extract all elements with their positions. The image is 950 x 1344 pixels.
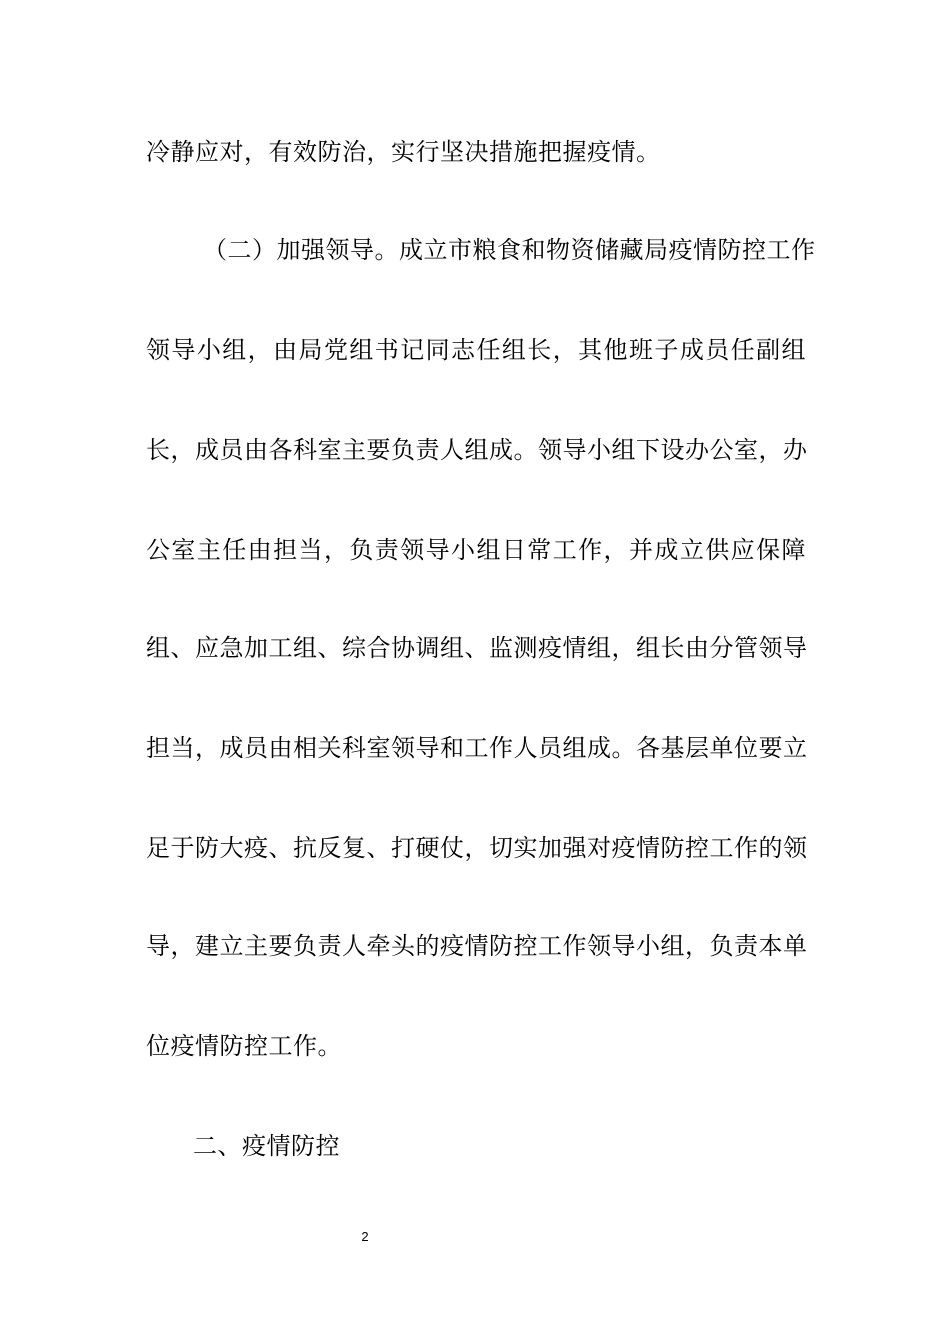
body-line-3: 领导小组，由局党组书记同志任组长，其他班子成员任副组 — [146, 336, 806, 364]
body-line-5: 公室主任由担当，负责领导小组日常工作，并成立供应保障 — [146, 536, 806, 564]
body-line-6: 组、应急加工组、综合协调组、监测疫情组，组长由分管领导 — [146, 634, 808, 662]
body-line-8: 足于防大疫、抗反复、打硬仗，切实加强对疫情防控工作的领 — [146, 834, 808, 862]
body-line-4: 长，成员由各科室主要负责人组成。领导小组下设办公室，办 — [146, 436, 808, 464]
section-heading: 二、疫情防控 — [193, 1132, 340, 1160]
body-line-9: 导，建立主要负责人牵头的疫情防控工作领导小组，负责本单 — [146, 932, 808, 960]
body-line-7: 担当，成员由相关科室领导和工作人员组成。各基层单位要立 — [146, 734, 808, 762]
body-line-10: 位疫情防控工作。 — [146, 1032, 342, 1060]
body-line-1: 冷静应对，有效防治，实行坚决措施把握疫情。 — [146, 138, 661, 166]
body-line-2: （二）加强领导。成立市粮食和物资储藏局疫情防控工作 — [203, 236, 816, 264]
page-number: 2 — [361, 1229, 369, 1244]
